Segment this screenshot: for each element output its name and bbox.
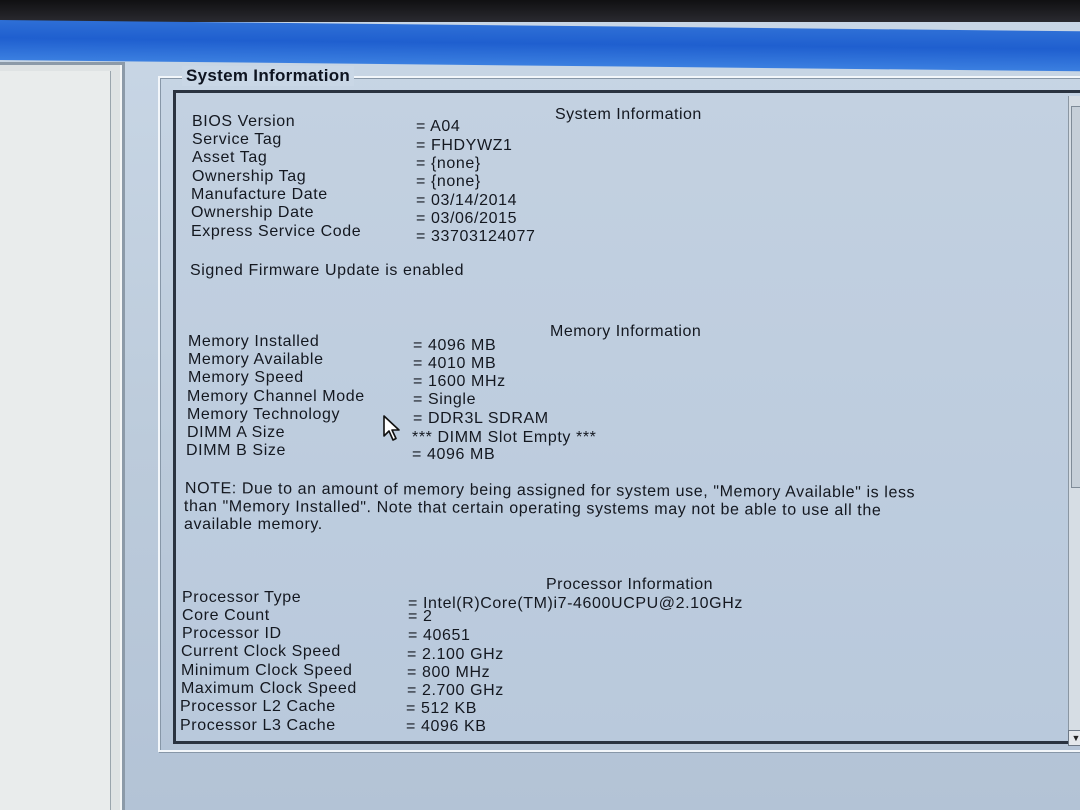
memory-note-line: than "Memory Installed". Note that certain operating systems may not be able to use all the: [183, 498, 882, 520]
scroll-down-arrow-icon[interactable]: ▼: [1068, 730, 1080, 746]
section-heading-memory: Memory Information: [550, 323, 702, 340]
group-title: System Information: [182, 66, 354, 86]
row-label: Processor L3 Cache: [180, 717, 336, 734]
row-label: Memory Channel Mode: [187, 388, 365, 405]
title-bar: [0, 20, 1080, 71]
row-value: = 2.700 GHz: [407, 682, 504, 699]
row-value: = 40651: [408, 627, 471, 644]
row-value: = 03/14/2014: [416, 192, 518, 209]
monitor-bezel: [0, 0, 1080, 22]
row-label: Memory Available: [188, 351, 324, 368]
row-value: = Single: [413, 391, 477, 408]
row-value: = 4096 KB: [406, 718, 487, 735]
section-heading-processor: Processor Information: [546, 576, 714, 593]
row-label: Processor Type: [182, 589, 302, 606]
row-value: = {none}: [416, 155, 481, 172]
settings-tree-list[interactable]: [0, 71, 111, 810]
row-label: Maximum Clock Speed: [181, 680, 357, 697]
row-value: = 1600 MHz: [413, 373, 506, 390]
row-label: Ownership Date: [191, 204, 315, 221]
mouse-pointer-icon: [382, 414, 406, 442]
row-value: = 512 KB: [406, 700, 478, 717]
memory-note-line: available memory.: [184, 516, 323, 533]
row-label: Processor ID: [182, 625, 282, 642]
row-label: DIMM A Size: [187, 424, 286, 441]
row-label: Memory Speed: [188, 369, 304, 386]
row-label: Processor L2 Cache: [180, 698, 336, 715]
row-label: Service Tag: [192, 131, 282, 148]
row-label: DIMM B Size: [186, 442, 286, 459]
row-label: Express Service Code: [191, 223, 362, 240]
row-label: Current Clock Speed: [181, 643, 341, 660]
row-value: = 2: [408, 608, 433, 625]
row-label: Core Count: [182, 607, 270, 624]
row-value: = FHDYWZ1: [416, 137, 513, 154]
row-label: BIOS Version: [192, 113, 296, 130]
scrollbar-thumb[interactable]: [1071, 106, 1080, 488]
row-value: = {none}: [416, 173, 481, 190]
row-value: = 4096 MB: [412, 446, 496, 463]
row-label: Ownership Tag: [192, 168, 307, 185]
vertical-scrollbar[interactable]: [1068, 96, 1080, 746]
section-heading-system: System Information: [555, 106, 702, 123]
firmware-update-status: Signed Firmware Update is enabled: [190, 262, 465, 279]
row-label: Memory Installed: [188, 333, 320, 350]
row-value: = DDR3L SDRAM: [413, 410, 549, 427]
memory-note-line: NOTE: Due to an amount of memory being assigned for system use, "Memory Available" is less: [184, 480, 916, 502]
row-value: = 03/06/2015: [416, 210, 518, 227]
row-value: = 800 MHz: [407, 664, 491, 681]
row-value: = Intel(R)Core(TM)i7-4600UCPU@2.10GHz: [408, 595, 743, 612]
row-value: = 4096 MB: [413, 337, 497, 354]
row-value: = 2.100 GHz: [407, 646, 504, 663]
row-label: Memory Technology: [187, 406, 341, 423]
settings-tree-panel[interactable]: [0, 62, 125, 810]
row-label: Minimum Clock Speed: [181, 662, 353, 679]
row-label: Asset Tag: [192, 149, 268, 166]
row-label: Manufacture Date: [191, 186, 328, 203]
row-value: = 4010 MB: [413, 355, 497, 372]
row-value: = 33703124077: [416, 228, 536, 245]
row-value: = A04: [416, 118, 461, 135]
row-value: *** DIMM Slot Empty ***: [412, 429, 597, 446]
